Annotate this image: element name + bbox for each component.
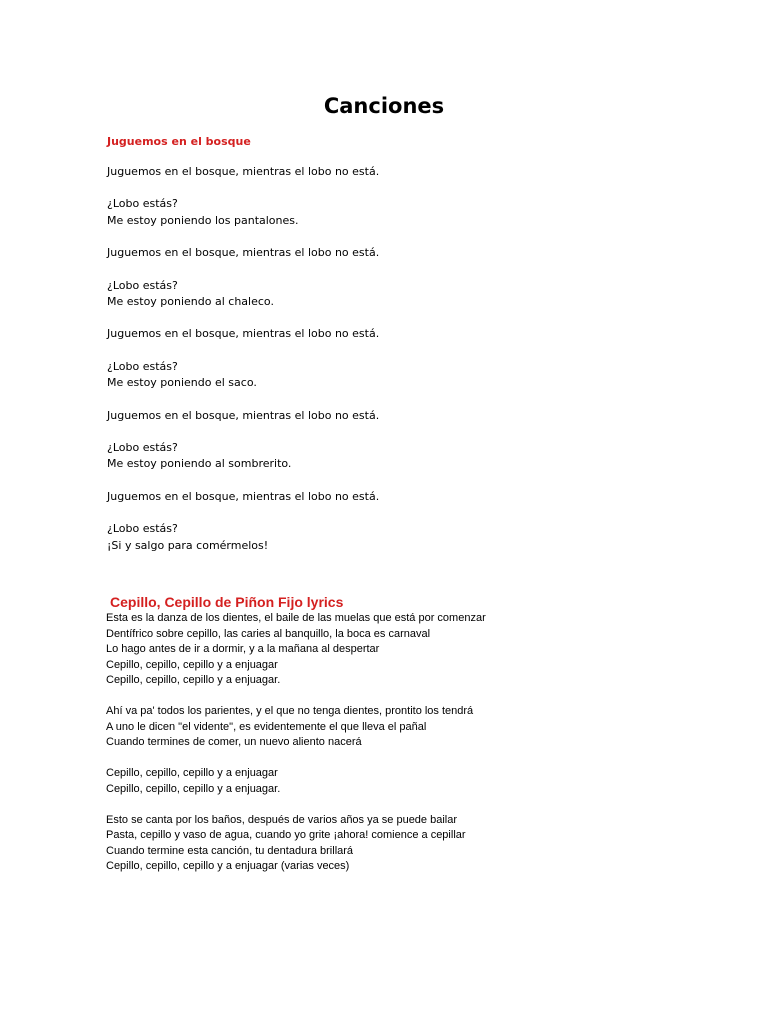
lyric-line: Me estoy poniendo al chaleco. <box>107 295 274 309</box>
lyric-line: ¿Lobo estás? <box>107 441 178 455</box>
document-title: Canciones <box>323 94 445 118</box>
lyric-line: A uno le dicen "el vidente", es evidentemente el que lleva el pañal <box>106 720 427 733</box>
lyric-line: Cuando termines de comer, un nuevo aliento nacerá <box>106 736 362 748</box>
stanza <box>107 164 707 180</box>
song-lyrics <box>106 611 726 875</box>
stanza <box>106 766 726 797</box>
lyric-line: Cuando termine esta canción, tu dentadura brillará <box>106 844 354 857</box>
stanza <box>107 359 707 392</box>
lyric-line: Me estoy poniendo al sombrerito. <box>107 457 292 471</box>
lyric-line: Juguemos en el bosque, mientras el lobo no está. <box>107 246 380 260</box>
lyric-line: ¿Lobo estás? <box>107 278 178 292</box>
lyric-line: ¿Lobo estás? <box>107 522 178 536</box>
stanza <box>107 196 707 229</box>
lyric-line: ¿Lobo estás? <box>107 197 178 211</box>
lyric-line: Esta es la danza de los dientes, el baile de las muelas que está por comenzar <box>106 612 486 624</box>
stanza <box>107 278 707 311</box>
lyric-line: Lo hago antes de ir a dormir, y a la mañana al despertar <box>106 643 380 655</box>
stanza <box>107 326 707 342</box>
song-lyrics <box>107 164 707 554</box>
lyric-line: Juguemos en el bosque, mientras el lobo no está. <box>107 165 380 178</box>
song-cepillo <box>106 593 726 890</box>
lyric-line: Juguemos en el bosque, mientras el lobo no está. <box>107 408 380 422</box>
stanza <box>107 245 707 261</box>
stanza <box>107 408 707 424</box>
song-heading: Cepillo, Cepillo de Piñon Fijo lyrics <box>110 594 344 610</box>
lyric-line: ¡Si y salgo para comérmelos! <box>107 538 269 552</box>
lyric-line: Me estoy poniendo el saco. <box>107 376 257 390</box>
stanza <box>106 813 726 875</box>
lyric-line: Me estoy poniendo los pantalones. <box>107 213 299 227</box>
stanza <box>107 489 707 505</box>
lyric-line: Juguemos en el bosque, mientras el lobo no está. <box>107 489 380 503</box>
lyric-line: Cepillo, cepillo, cepillo y a enjuagar <box>106 658 278 671</box>
lyric-line: Cepillo, cepillo, cepillo y a enjuagar. <box>106 782 281 795</box>
stanza <box>106 611 726 689</box>
lyric-line: Pasta, cepillo y vaso de agua, cuando yo grite ¡ahora! comience a cepillar <box>106 829 466 841</box>
lyric-line: Cepillo, cepillo, cepillo y a enjuagar. <box>106 674 281 686</box>
lyric-line: Juguemos en el bosque, mientras el lobo no está. <box>107 327 380 341</box>
stanza <box>107 440 707 473</box>
lyric-line: Cepillo, cepillo, cepillo y a enjuagar <box>106 767 278 779</box>
song-juguemos-en-el-bosque <box>107 134 707 570</box>
lyric-line: Esto se canta por los baños, después de varios años ya se puede bailar <box>106 813 458 826</box>
lyric-line: Ahí va pa' todos los parientes, y el que no tenga dientes, prontito los tendrá <box>106 705 474 717</box>
lyric-line: ¿Lobo estás? <box>107 359 178 373</box>
song-heading: Juguemos en el bosque <box>107 135 251 148</box>
lyric-line: Cepillo, cepillo, cepillo y a enjuagar (varias veces) <box>106 860 350 872</box>
stanza <box>107 521 707 554</box>
stanza <box>106 704 726 751</box>
lyric-line: Dentífrico sobre cepillo, las caries al banquillo, la boca es carnaval <box>106 627 431 640</box>
